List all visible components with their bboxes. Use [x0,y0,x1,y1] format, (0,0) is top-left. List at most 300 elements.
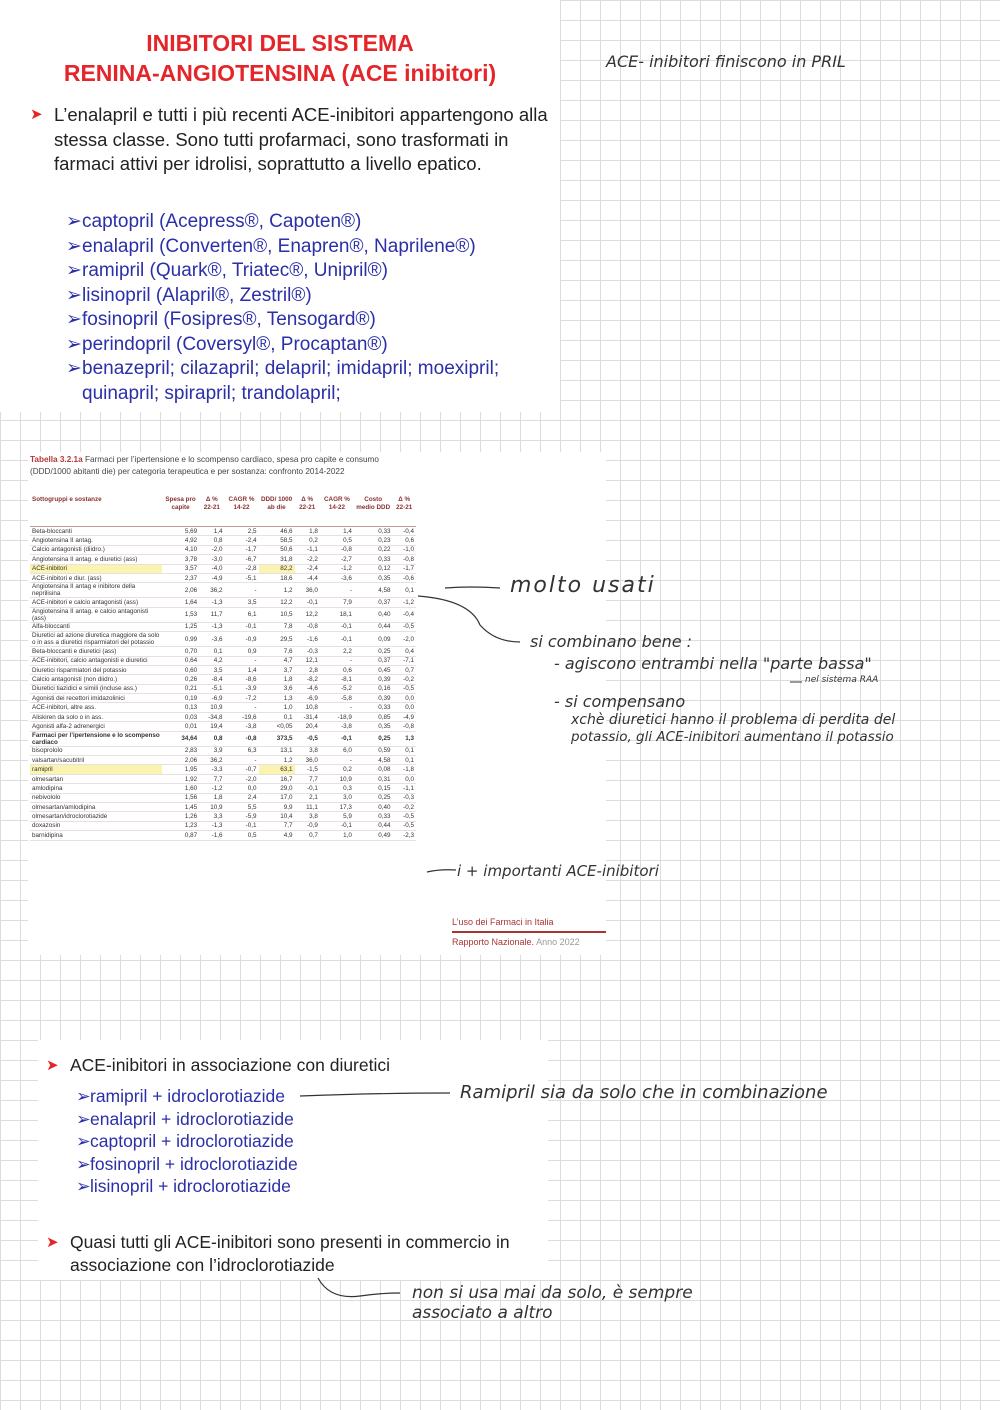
table-cell: -18,9 [320,712,354,721]
table-cell: -1,6 [295,632,320,647]
table-row-label: nebivololo [30,793,162,802]
table-cell: 0,31 [354,774,393,783]
table-cell: 0,35 [354,722,393,731]
table-cell: 1,8 [199,793,224,802]
table-cell: -0,5 [392,684,416,693]
table-cell: -0,4 [392,607,416,622]
table-cell: -0,1 [224,821,258,830]
table-cell: 0,33 [354,555,393,564]
table-cell: 11,1 [295,802,320,811]
table-cell: -8,2 [295,675,320,684]
table-cell: -3,0 [199,555,224,564]
table-cell: -4,6 [295,684,320,693]
table-cell: 0,8 [199,536,224,545]
table-cell: 29,5 [259,632,295,647]
table-row-label: olmesartan/amlodipina [30,802,162,811]
arrow-bullet-icon: ➢ [66,358,82,379]
table-cell: -1,1 [295,545,320,554]
table-cell: -4,0 [199,564,224,573]
table-cell: -0,2 [392,675,416,684]
table-cell: - [320,703,354,712]
table-cell: 4,7 [259,656,295,665]
table-row-label: Angiotensina II antag. [30,536,162,545]
table-cell: 1,95 [162,765,199,774]
table-cell: -6,7 [224,555,258,564]
table-cell: 36,2 [199,583,224,598]
table-cell: 0,33 [354,812,393,821]
table-cell: -2,0 [392,632,416,647]
table-cell: 36,2 [199,756,224,765]
table-cell: -1,1 [392,784,416,793]
combination-text: captopril + idroclorotiazide [90,1131,294,1151]
footer-year: Anno 2022 [534,937,580,947]
table-cell: 1,56 [162,793,199,802]
table-cell: -34,8 [199,712,224,721]
table-cell: 0,25 [354,731,393,746]
table-cell: 0,25 [354,647,393,656]
table-cell: -0,1 [320,731,354,746]
table-cell: 3,5 [199,665,224,674]
table-row-label: Alfa-bloccanti [30,622,162,631]
arrow-bullet-icon: ➢ [76,1131,91,1151]
drug-list-text: ramipril (Quark®, Triatec®, Unipril®) [82,260,388,281]
table-cell: 0,09 [354,632,393,647]
drug-list-text: captopril (Acepress®, Capoten®) [82,211,362,232]
table-cell: 2,5 [224,527,258,536]
table-cell: 0,44 [354,622,393,631]
combination-text: ramipril + idroclorotiazide [90,1086,286,1106]
table-cell: -8,6 [224,675,258,684]
table-cell: -1,7 [392,564,416,573]
table-cell: 0,25 [354,793,393,802]
table-cell: 0,87 [162,831,199,840]
arrow-bullet-icon: ➢ [76,1176,91,1196]
table-cell: 0,15 [354,784,393,793]
arrow-bullet-icon: ➢ [66,309,82,330]
table-row-label: barnidipina [30,831,162,840]
table-cell: -4,9 [392,712,416,721]
table-cell: 3,8 [295,812,320,821]
arrow-ramipril [300,1093,450,1096]
table-cell: 0,40 [354,802,393,811]
table-cell: 0,5 [320,536,354,545]
table-cell: -1,3 [199,598,224,607]
table-cell: 20,4 [295,722,320,731]
table-cell: 0,33 [354,527,393,536]
table-cell: -2,4 [224,536,258,545]
combination-text: lisinopril + idroclorotiazide [90,1176,291,1196]
table-cell: 18,6 [259,573,295,582]
table-cell: 36,0 [295,583,320,598]
table-cell: 3,0 [320,793,354,802]
table-cell: -0,1 [320,821,354,830]
table-cell: 36,0 [295,756,320,765]
table-cell: 2,06 [162,583,199,598]
table-caption-text: Farmaci per l’ipertensione e lo scompenso cardiaco, spesa pro capite e consumo (DDD/1000 abitanti die) per categoria terapeutica e per sostanza: confronto 2014-2022 [30,455,379,476]
table-cell: 3,7 [259,665,295,674]
table-cell: 5,9 [320,812,354,821]
table-row-label: Diuretici ad azione diuretica maggiore da solo o in ass a diuretici risparmiatori del potassio [30,632,162,647]
table-cell: 2,06 [162,756,199,765]
table-cell: -0,8 [224,731,258,746]
table-row-label: Diuretici risparmiatori del potassio [30,665,162,674]
table-cell: -2,0 [199,545,224,554]
table-cell: 0,59 [354,746,393,755]
arrow-si-combinano [418,596,520,642]
table-cell: 10,9 [320,774,354,783]
table-cell: -5,2 [320,684,354,693]
table-cell: -0,1 [320,632,354,647]
table-cell: 373,5 [259,731,295,746]
table-cell: 0,26 [162,675,199,684]
table-cell: -4,9 [199,573,224,582]
table-cell: 0,0 [392,694,416,703]
note-combinano: si combinano bene : [530,632,693,651]
table-cell: 2,83 [162,746,199,755]
table-cell: 1,3 [392,731,416,746]
table-cell: -2,2 [295,555,320,564]
table-cell: 34,64 [162,731,199,746]
table-cell: 0,0 [392,774,416,783]
table-cell: 0,01 [162,722,199,731]
table-cell: 0,37 [354,656,393,665]
table-cell: 1,0 [320,831,354,840]
table-cell: 0,2 [320,765,354,774]
table-cell: 63,1 [259,765,295,774]
table-cell: 0,03 [162,712,199,721]
table-cell: 6,0 [320,746,354,755]
combination-text: enalapril + idroclorotiazide [90,1108,294,1129]
table-cell: 29,0 [259,784,295,793]
table-row-label: Beta-bloccanti [30,527,162,536]
note-importanti: i + importanti ACE-inibitori [457,862,659,880]
table-cell: -0,2 [392,802,416,811]
table-cell: -0,8 [320,545,354,554]
table-row-label: Agonisti alfa-2 adrenergici [30,722,162,731]
table-cell: -6,9 [199,694,224,703]
table-cell: 1,45 [162,802,199,811]
arrow-importanti [427,870,456,872]
note-parte-bassa: - agiscono entrambi nella "parte bassa" [554,654,872,673]
table-cell: -0,9 [295,821,320,830]
table-cell: 1,23 [162,821,199,830]
drug-list-text: perindopril (Coversyl®, Procaptan®) [82,333,388,355]
table-cell: -5,9 [224,812,258,821]
table-cell: -0,4 [392,527,416,536]
table-cell: -1,3 [199,821,224,830]
table-cell: 4,10 [162,545,199,554]
table-row-label: doxazosin [30,821,162,830]
table-header-cell: DDD/ 1000 ab die [259,496,295,527]
table-row-label: ACE-inibitori [30,564,162,573]
table-cell: 10,9 [199,802,224,811]
table-cell: 0,2 [295,536,320,545]
table-cell: -1,2 [320,564,354,573]
table-cell: 9,9 [259,802,295,811]
table-cell: 6,1 [224,607,258,622]
table-cell: 12,2 [259,598,295,607]
table-cell: -0,3 [295,647,320,656]
note-molto-usati: molto usati [510,573,656,598]
table-cell: -0,8 [392,555,416,564]
table-cell: 0,08 [354,765,393,774]
table-row-label: ACE-inibitori e diur. (ass) [30,573,162,582]
table-cell: 18,1 [320,607,354,622]
table-cell: 1,0 [259,703,295,712]
table-cell: -2,7 [320,555,354,564]
table-cell: 0,45 [354,665,393,674]
arrow-bullet-icon: ➢ [76,1153,91,1174]
table-cell: -1,3 [199,622,224,631]
table-cell: 1,8 [259,675,295,684]
arrow-non-da-solo [318,1278,400,1297]
table-cell: -0,1 [224,622,258,631]
drug-list-text: enalapril (Converten®, Enapren®, Naprilene®) [82,235,476,257]
table-cell: 12,1 [295,656,320,665]
table-cell: -31,4 [295,712,320,721]
table-cell: 7,8 [259,622,295,631]
table-cell: 0,40 [354,607,393,622]
table-cell: 50,6 [259,545,295,554]
table-cell: 6,3 [224,746,258,755]
table-cell: -1,7 [224,545,258,554]
table-cell: -0,5 [295,731,320,746]
table-row-label: Angiotensina II antag. e diuretici (ass) [30,555,162,564]
table-row-label: olmesartan [30,774,162,783]
table-cell: 0,0 [392,703,416,712]
table-cell: -1,0 [392,545,416,554]
table-header-cell: Costo medio DDD [354,496,393,527]
table-cell: -0,3 [392,793,416,802]
table-cell: 2,1 [295,793,320,802]
arrow-bullet-icon: ➤ [46,1057,59,1074]
table-cell: 0,7 [392,665,416,674]
table-cell: -6,9 [295,694,320,703]
table-cell: -0,6 [392,573,416,582]
table-header-cell: CAGR % 14-22 [224,496,258,527]
table-cell: 0,39 [354,694,393,703]
table-cell: 3,9 [199,746,224,755]
table-cell: -0,1 [295,598,320,607]
note-compensano: - si compensano [554,692,686,711]
table-cell: 1,25 [162,622,199,631]
table-cell: 5,5 [224,802,258,811]
note-associato: associato a altro [412,1303,553,1323]
table-cell: 4,9 [259,831,295,840]
table-cell: 13,1 [259,746,295,755]
table-cell: 0,3 [320,784,354,793]
table-cell: -8,1 [320,675,354,684]
intro-bullet-text: L’enalapril e tutti i più recenti ACE-inibitori appartengono alla stessa classe. Sono tutti profarmaci, sono trasformati in farmaci attivi per idrolisi, soprattutto a livello epatico. [54,104,548,174]
table-cell: -0,1 [295,784,320,793]
table-row-label: Beta-bloccanti e diuretici (ass) [30,647,162,656]
table-cell: 17,0 [259,793,295,802]
table-cell: - [320,756,354,765]
table-cell: 0,49 [354,831,393,840]
table-header-cell: Spesa pro capite [162,496,199,527]
table-row-label: olmesartan/idroclorotiazide [30,812,162,821]
table-cell: 1,92 [162,774,199,783]
table-row-label: Diuretici tiazidici e simili (incluse ass.) [30,684,162,693]
table-cell: 7,6 [259,647,295,656]
table-cell: 0,35 [354,573,393,582]
table-cell: - [224,656,258,665]
arrow-bullet-icon: ➢ [66,211,82,232]
arrow-bullet-icon: ➢ [66,284,82,306]
table-header-cell: Sottogruppi e sostanze [30,496,162,527]
table-cell: 7,9 [320,598,354,607]
table-cell: -0,8 [295,622,320,631]
table-row-label: valsartan/sacubitril [30,756,162,765]
table-cell: 7,7 [259,821,295,830]
table-cell: 1,3 [259,694,295,703]
table-cell: 2,2 [320,647,354,656]
table-cell: 1,26 [162,812,199,821]
table-cell: -3,3 [199,765,224,774]
table-cell: 0,8 [199,731,224,746]
note-pril: ACE- inibitori finiscono in PRIL [606,52,846,71]
table-cell: -0,1 [320,622,354,631]
table-cell: -2,3 [392,831,416,840]
table-cell: 82,2 [259,564,295,573]
table-cell: -19,6 [224,712,258,721]
table-cell: -0,7 [224,765,258,774]
table-cell: - [320,656,354,665]
table-cell: - [320,583,354,598]
table-cell: 7,7 [199,774,224,783]
table-cell: 0,7 [295,831,320,840]
table-cell: 10,5 [259,607,295,622]
table-cell: - [224,756,258,765]
combination-text: fosinopril + idroclorotiazide [90,1153,298,1174]
arrow-bullet-icon: ➢ [66,235,82,257]
table-cell: 3,3 [199,812,224,821]
hctz-bullet-text: Quasi tutti gli ACE-inibitori sono presenti in commercio in associazione con l’idroclorotiazide [70,1232,510,1275]
note-diuretici: xchè diuretici hanno il problema di perdita del [571,712,896,728]
table-cell: 0,1 [199,647,224,656]
table-cell: -3,6 [320,573,354,582]
table-cell: 0,39 [354,675,393,684]
table-cell: 12,2 [295,607,320,622]
table-cell: 10,4 [259,812,295,821]
table-header-cell: Δ % 22-21 [392,496,416,527]
table-cell: 0,85 [354,712,393,721]
table-cell: -8,4 [199,675,224,684]
table-cell: <0,05 [259,722,295,731]
combo-bullet-text: ACE-inibitori in associazione con diuretici [70,1055,391,1075]
table-cell: 4,58 [354,756,393,765]
table-cell: -2,0 [224,774,258,783]
footer-report: Rapporto Nazionale. [452,937,535,947]
table-cell: -1,8 [392,765,416,774]
table-cell: - [224,583,258,598]
arrow-bullet-icon: ➢ [76,1108,91,1129]
table-cell: -1,6 [199,831,224,840]
table-cell: 1,53 [162,607,199,622]
table-row-label: Aliskiren da solo o in ass. [30,712,162,721]
note-sistema-raa: nel sistema RAA [805,675,879,685]
table-cell: 0,16 [354,684,393,693]
note-potassio: potassio, gli ACE-inibitori aumentano il potassio [571,729,894,745]
drug-list-text: benazepril; cilazapril; delapril; imidapril; moexipril; quinapril; spirapril; trandolapril; [82,358,500,404]
table-row-label: Farmaci per l’ipertensione e lo scompenso cardiaco [30,731,162,746]
table-cell: -2,4 [295,564,320,573]
drug-list-text: lisinopril (Alapril®, Zestril®) [82,284,312,306]
table-row-label: Angiotensina II antag. e calcio antagonisti (ass) [30,607,162,622]
arrow-bullet-icon: ➤ [46,1234,59,1251]
table-row-label: Calcio antagonisti (non diidro.) [30,675,162,684]
table-cell: 3,57 [162,564,199,573]
table-cell: 4,58 [354,583,393,598]
table-header-cell: Δ % 22-21 [295,496,320,527]
table-row-label: Angiotensina II antag e inibitore della neprilisina [30,583,162,598]
table-cell: 10,9 [199,703,224,712]
table-cell: 2,4 [224,793,258,802]
table-cell: 0,33 [354,703,393,712]
arrow-bullet-icon: ➤ [30,106,43,123]
arrow-bullet-icon: ➢ [66,260,82,281]
table-cell: 1,64 [162,598,199,607]
note-ramipril: Ramipril sia da solo che in combinazione [460,1082,828,1103]
table-cell: 1,4 [320,527,354,536]
table-cell: 0,37 [354,598,393,607]
table-header-cell: CAGR % 14-22 [320,496,354,527]
table-cell: 0,1 [392,756,416,765]
table-cell: 0,5 [224,831,258,840]
title-line-2: RENINA-ANGIOTENSINA (ACE inibitori) [63,60,497,86]
table-cell: -0,9 [224,632,258,647]
table-cell: -1,2 [392,598,416,607]
table-cell: 11,7 [199,607,224,622]
table-cell: -0,5 [392,812,416,821]
table-row-label: ACE-inibitori, calcio antagonisti e diuretici [30,656,162,665]
arrow-bullet-icon: ➢ [66,333,82,355]
table-cell: 0,13 [162,703,199,712]
table-cell: 3,6 [259,684,295,693]
table-cell: 4,2 [199,656,224,665]
table-cell: -3,9 [224,684,258,693]
table-cell: 58,5 [259,536,295,545]
table-cell: 0,70 [162,647,199,656]
table-cell: -5,8 [320,694,354,703]
table-cell: -7,1 [392,656,416,665]
table-cell: 0,6 [392,536,416,545]
table-row-label: ACE-inibitori e calcio antagonisti (ass) [30,598,162,607]
table-cell: -2,8 [224,564,258,573]
table-cell: 0,64 [162,656,199,665]
table-row-label: ACE-inibitori, altre ass. [30,703,162,712]
table-row-label: bisoprololo [30,746,162,755]
drug-list-text: fosinopril (Fosipres®, Tensogard®) [82,309,376,330]
table-cell: 46,6 [259,527,295,536]
table-cell: -7,2 [224,694,258,703]
table-cell: 3,78 [162,555,199,564]
table-row-label: ramipril [30,765,162,774]
table-cell: -1,2 [199,784,224,793]
table-cell: 0,22 [354,545,393,554]
table-cell: 0,1 [259,712,295,721]
table-row-label: Calcio antagonisti (diidro.) [30,545,162,554]
table-row-label: amlodipina [30,784,162,793]
note-non-da-solo: non si usa mai da solo, è sempre [412,1283,693,1303]
table-cell: 0,60 [162,665,199,674]
table-cell: 2,8 [295,665,320,674]
table-cell: 17,3 [320,802,354,811]
table-cell: 0,21 [162,684,199,693]
table-cell: -5,1 [224,573,258,582]
title-line-1: INIBITORI DEL SISTEMA [146,30,414,56]
table-cell: 0,23 [354,536,393,545]
